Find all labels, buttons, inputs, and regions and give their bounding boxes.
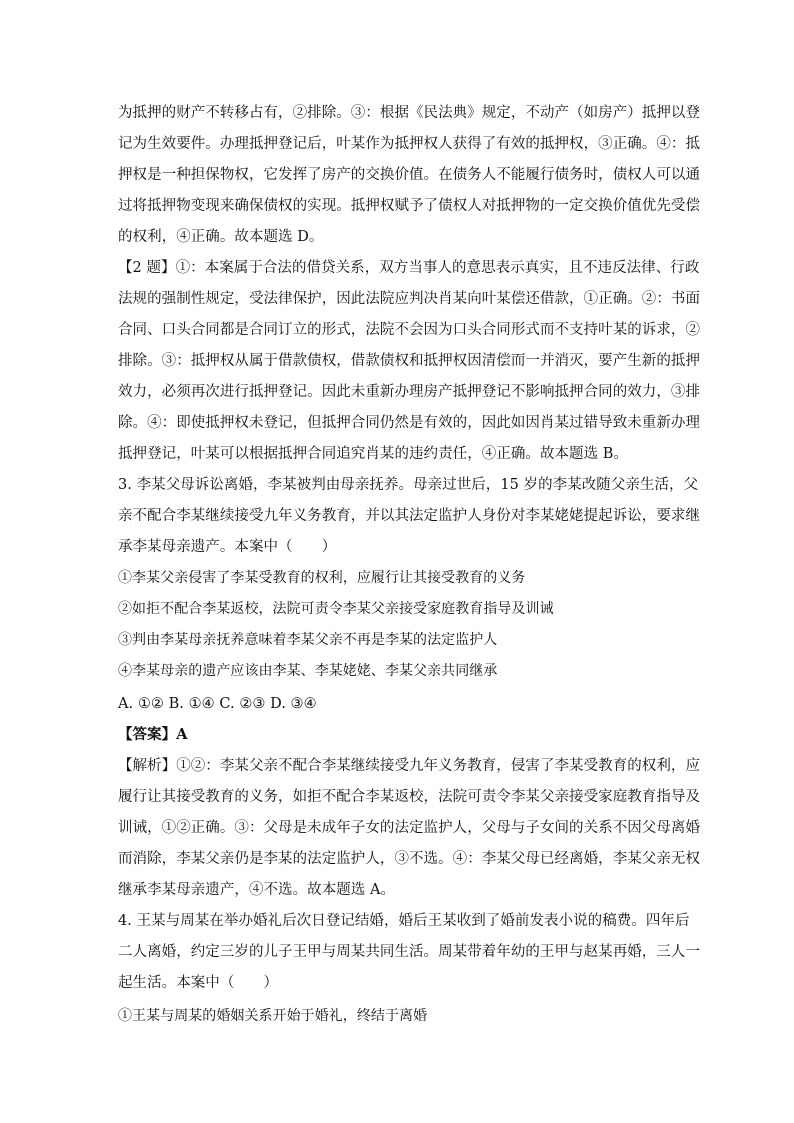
statement-option: ①王某与周某的婚姻关系开始于婚礼，终结于离婚 <box>118 1008 428 1024</box>
text-line: 过将抵押物变现来确保债权的实现。抵押权赋予了债权人对抵押物的一定交换价值优先受偿 <box>118 198 700 214</box>
question-stem: 承李某母亲遗产。本案中（ ） <box>118 539 337 555</box>
text-line: 法规的强制性规定，受法律保护，因此法院应判决肖某向叶某偿还借款，①正确。②：书面 <box>118 291 700 307</box>
statement-option: ③判由李某母亲抚养意味着李某父亲不再是李某的法定监护人 <box>118 632 498 648</box>
question-stem: 二人离婚，约定三岁的儿子王甲与周某共同生活。周某带着年幼的王甲与赵某再婚，三人一 <box>118 944 700 960</box>
text-line: 为抵押的财产不转移占有，②排除。③：根据《民法典》规定，不动产（如房产）抵押以登 <box>118 105 700 121</box>
text-line: 的权利，④正确。故本题选 D。 <box>118 229 324 245</box>
text-line: 除。④：即使抵押权未登记，但抵押合同仍然是有效的，因此如因肖某过错导致未重新办理 <box>118 415 700 431</box>
statement-option: ①李某父亲侵害了李某受教育的权利，应履行让其接受教育的义务 <box>118 570 526 586</box>
text-line: 记为生效要件。办理抵押登记后，叶某作为抵押权人获得了有效的抵押权，③正确。④：抵 <box>118 136 700 152</box>
question-stem: 起生活。本案中（ ） <box>118 975 279 991</box>
answer-label: 【答案】A <box>118 726 188 743</box>
statement-option: ④李某母亲的遗产应该由李某、李某姥姥、李某父亲共同继承 <box>118 663 498 679</box>
question-stem: 3. 李某父母诉讼离婚，李某被判由母亲抚养。母亲过世后，15 岁的李某改随父亲生活，父 <box>118 477 699 493</box>
answer-choices: A. ①② B. ①④ C. ②③ D. ③④ <box>118 696 317 712</box>
text-line: 效力，必须再次进行抵押登记。因此未重新办理房产抵押登记不影响抵押合同的效力，③排 <box>118 384 700 400</box>
text-line: 【2 题】①：本案属于合法的借贷关系，双方当事人的意思表示真实，且不违反法律、行政 <box>118 260 700 276</box>
explanation-line: 履行让其接受教育的义务，如拒不配合李某返校，法院可责令李某父亲接受家庭教育指导及 <box>118 789 700 805</box>
explanation-line: 【解析】①②：李某父亲不配合李某继续接受九年义务教育，侵害了李某受教育的权利，应 <box>118 758 700 774</box>
text-line: 排除。③：抵押权从属于借款债权，借款债权和抵押权因清偿而一并消灭，要产生新的抵押 <box>118 353 700 369</box>
text-line: 押权是一种担保物权，它发挥了房产的交换价值。在债务人不能履行债务时，债权人可以通 <box>118 167 700 183</box>
question-stem: 4. 王某与周某在举办婚礼后次日登记结婚，婚后王某收到了婚前发表小说的稿费。四年后 <box>118 913 690 929</box>
explanation-line: 而消除，李某父亲仍是李某的法定监护人，③不选。④：李某父母已经离婚，李某父亲无权 <box>118 851 700 867</box>
explanation-line: 继承李某母亲遗产，④不选。故本题选 A。 <box>118 882 396 898</box>
question-stem: 亲不配合李某继续接受九年义务教育，并以其法定监护人身份对李某姥姥提起诉讼，要求继 <box>118 508 700 524</box>
text-line: 合同、口头合同都是合同订立的形式，法院不会因为口头合同形式而不支持叶某的诉求，② <box>118 322 700 338</box>
explanation-line: 训诫，①②正确。③：父母是未成年子女的法定监护人，父母与子女间的关系不因父母离婚 <box>118 820 700 836</box>
text-line: 抵押登记，叶某可以根据抵押合同追究肖某的违约责任，④正确。故本题选 B。 <box>118 446 629 462</box>
statement-option: ②如拒不配合李某返校，法院可责令李某父亲接受家庭教育指导及训诫 <box>118 601 554 617</box>
